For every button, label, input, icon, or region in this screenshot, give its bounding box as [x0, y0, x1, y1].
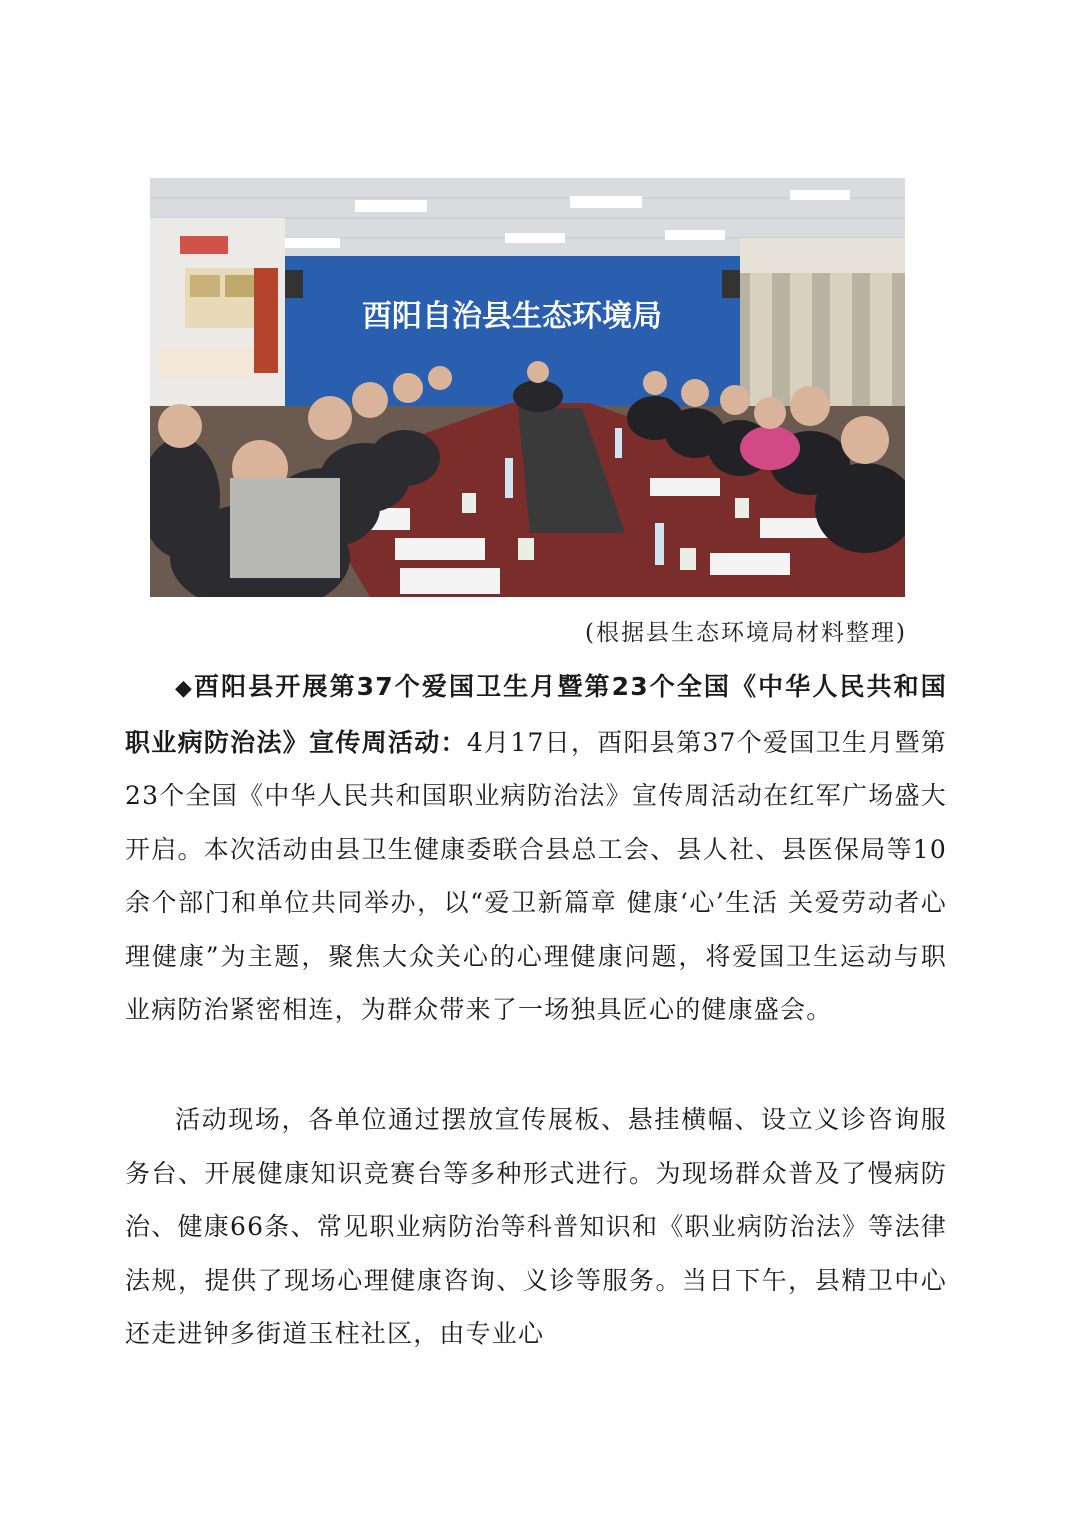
diamond-bullet-icon: ◆: [175, 676, 195, 701]
paragraph-activity: 活动现场，各单位通过摆放宣传展板、悬挂横幅、设立义诊咨询服务台、开展健康知识竞赛台等多种形式进行。为现场群众普及了慢病防治、健康66条、常见职业病防治等科普知识和《职业病防治法》等法律法规，提供了现场心理健康咨询、义诊等服务。当日下午，县精卫中心还走进钟多街道玉柱社区，由专业心: [125, 1105, 947, 1348]
meeting-photo: [150, 178, 905, 597]
wall-sign-text: 酉阳自治县生态环境局: [362, 299, 662, 334]
photo-caption: (根据县生态环境局材料整理): [585, 620, 907, 646]
headline-text: 酉阳县开展第37个爱国卫生月暨第23个全国《中华人民共和国职业病防治法》宣传周活动：: [125, 672, 947, 757]
news-body: 4月17日，酉阳县第37个爱国卫生月暨第23个全国《中华人民共和国职业病防治法》宣传周活动在红军广场盛大开启。本次活动由县卫生健康委联合县总工会、县人社、县医保局等10余个部门和单位共同举办，以“爱卫新篇章 健康‘心’生活 关爱劳动者心理健康”为主题，聚焦大众关心的心理健康问题，将爱国卫生运动与职业病防治紧密相连，为群众带来了一场独具匠心的健康盛会。: [125, 727, 947, 1024]
news-item: [125, 660, 947, 1037]
